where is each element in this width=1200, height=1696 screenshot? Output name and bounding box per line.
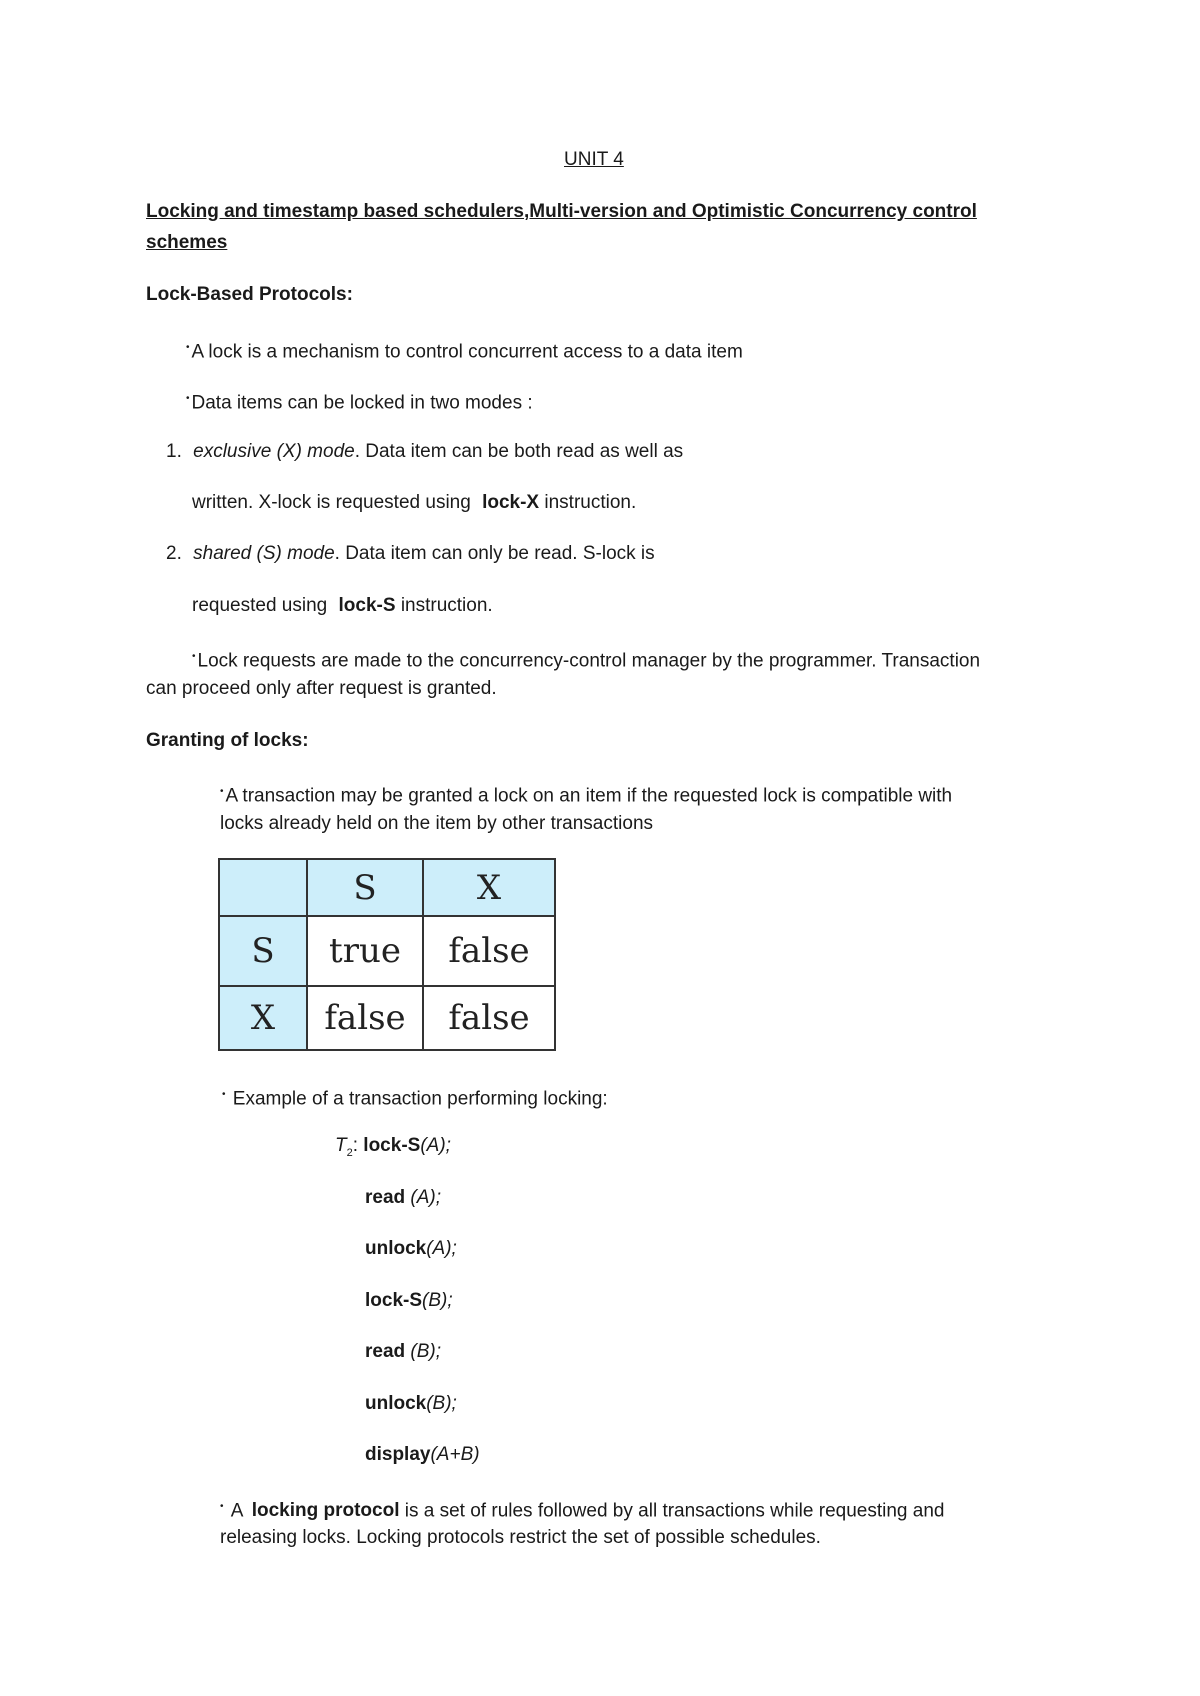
lock-compatibility-matrix	[218, 858, 556, 1051]
matrix-cell: true	[307, 916, 423, 986]
transaction-line: display(A+B)	[365, 1444, 480, 1465]
matrix-row-header: S	[219, 916, 307, 986]
document-subtitle: Locking and timestamp based schedulers,Multi-version and Optimistic Concurrency control	[146, 201, 977, 222]
bullet-lock-requests: • Lock requests are made to the concurrency-control manager by the programmer. Transaction	[192, 650, 981, 672]
transaction-line: lock-S(B);	[365, 1290, 453, 1311]
matrix-cell: false	[423, 986, 555, 1050]
bullet-locking-protocol: • A locking protocol is a set of rules followed by all transactions while requesting and	[220, 1500, 945, 1522]
bullet-icon: •	[220, 1501, 224, 1512]
bullet-lock-definition: • A lock is a mechanism to control concurrent access to a data item	[186, 341, 743, 363]
bullet-icon: •	[192, 651, 196, 662]
matrix-row-header: X	[219, 986, 307, 1050]
matrix-cell: false	[307, 986, 423, 1050]
section-heading-granting-locks: Granting of locks:	[146, 730, 309, 751]
bullet-icon: •	[186, 393, 190, 404]
bullet-compatibility-cont: locks already held on the item by other transactions	[220, 813, 654, 834]
bullet-example-intro: • Example of a transaction performing locking:	[222, 1088, 608, 1110]
page-title: UNIT 4	[564, 149, 624, 170]
bullet-lock-requests-cont: can proceed only after request is granted.	[146, 678, 497, 699]
document-subtitle-cont: schemes	[146, 232, 228, 253]
matrix-col-header: X	[423, 859, 555, 916]
list-item-shared-mode-cont: requested using lock-S instruction.	[192, 595, 493, 616]
list-item-exclusive-mode: 1. exclusive (X) mode. Data item can be both read as well as	[166, 441, 684, 462]
transaction-line: read (A);	[365, 1187, 442, 1208]
transaction-line: read (B);	[365, 1341, 442, 1362]
matrix-col-header: S	[307, 859, 423, 916]
list-item-exclusive-mode-cont: written. X-lock is requested using lock-X instruction.	[192, 492, 637, 513]
transaction-line: unlock(A);	[365, 1238, 457, 1259]
bullet-icon: •	[222, 1089, 226, 1100]
transaction-line: unlock(B);	[365, 1393, 457, 1414]
matrix-cell: false	[423, 916, 555, 986]
matrix-corner-cell	[219, 859, 307, 916]
bullet-compatibility: • A transaction may be granted a lock on an item if the requested lock is compatible with	[220, 785, 953, 807]
bullet-locking-protocol-cont: releasing locks. Locking protocols restrict the set of possible schedules.	[220, 1527, 821, 1548]
bullet-icon: •	[186, 342, 190, 353]
bullet-icon: •	[220, 786, 224, 797]
bullet-lock-modes: • Data items can be locked in two modes :	[186, 392, 533, 414]
list-item-shared-mode: 2. shared (S) mode. Data item can only be read. S-lock is	[166, 543, 655, 564]
section-heading-lock-protocols: Lock-Based Protocols:	[146, 284, 353, 305]
transaction-line: $T_2$: lock-S(A);	[335, 1135, 451, 1159]
